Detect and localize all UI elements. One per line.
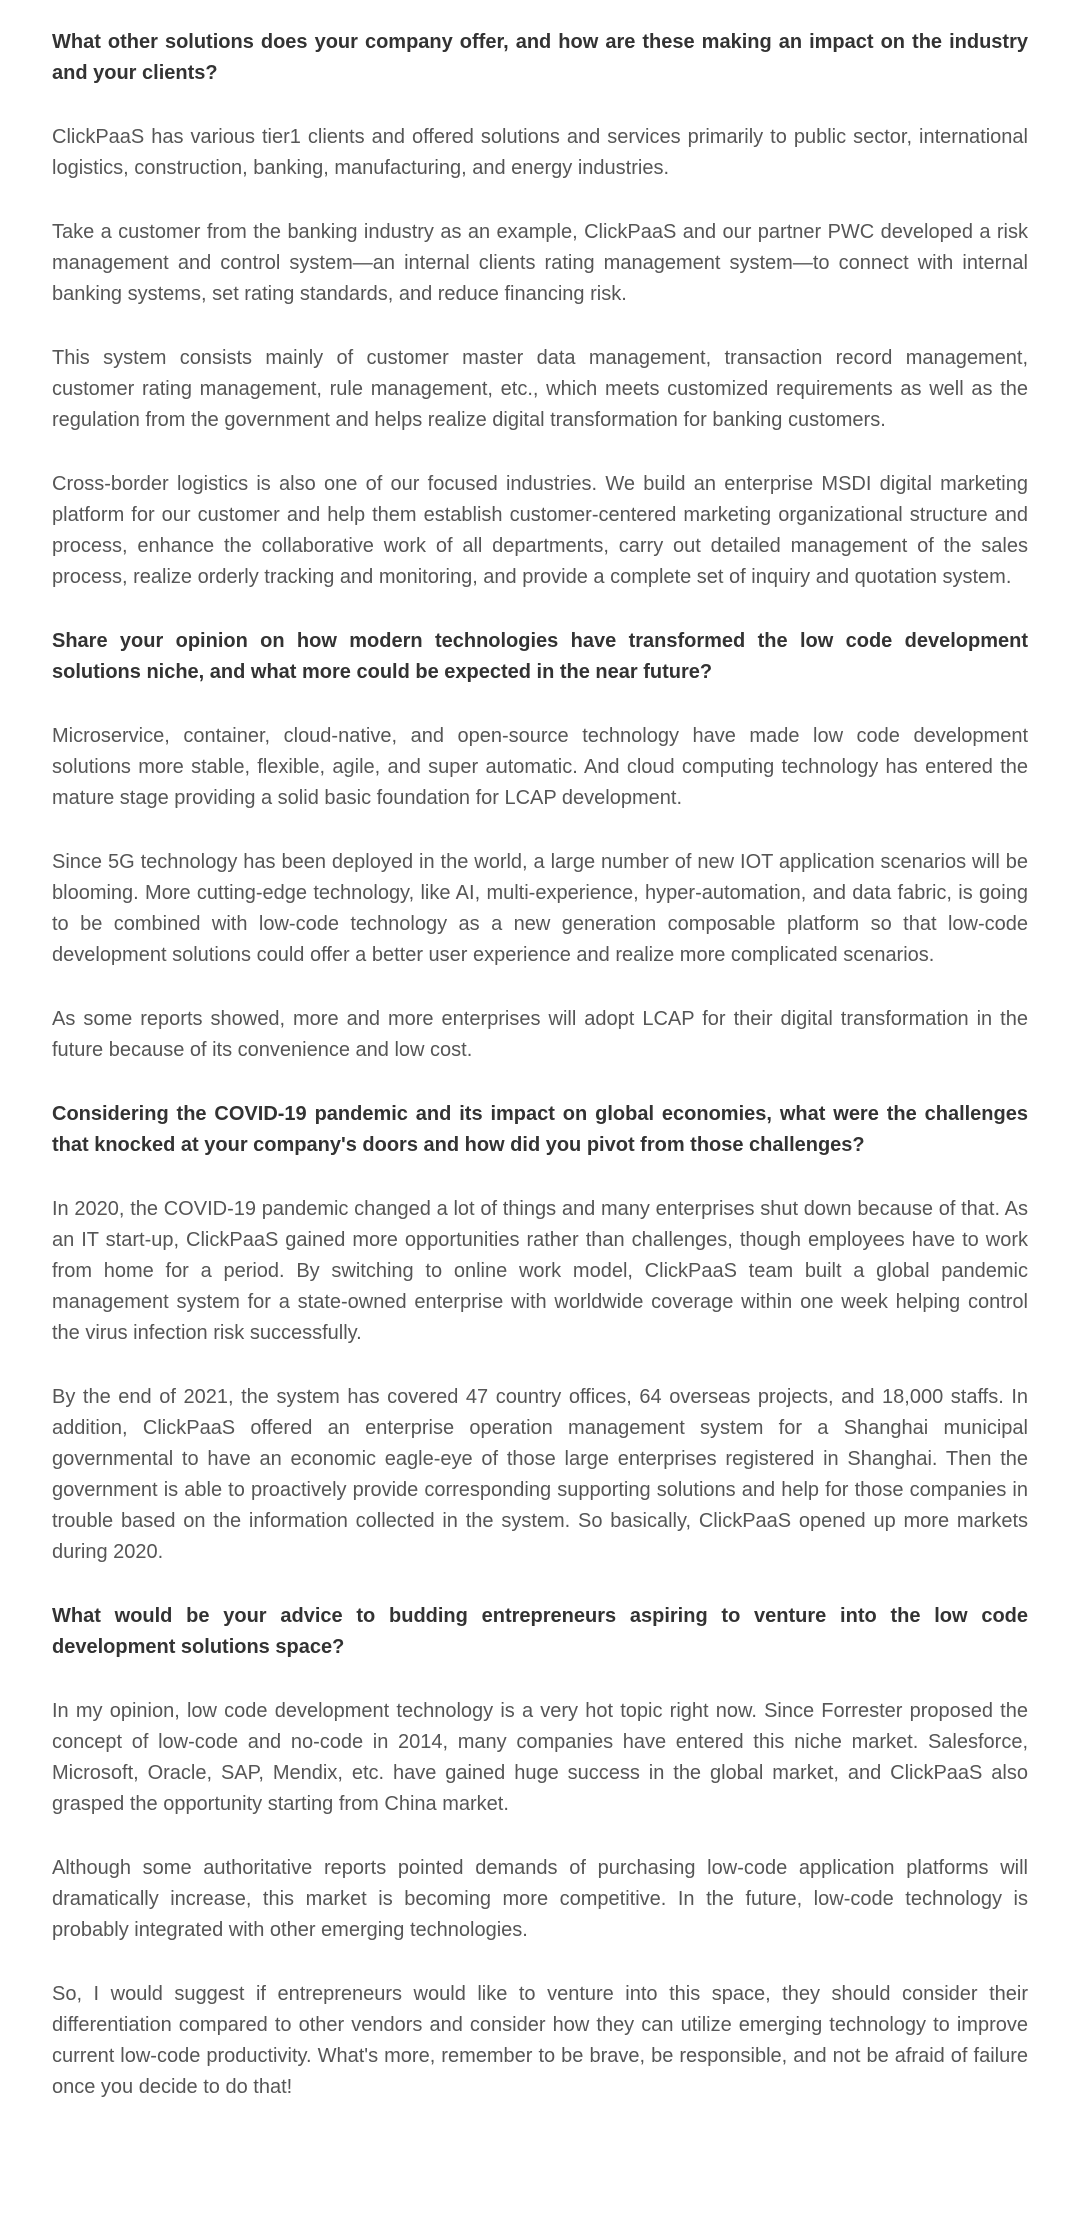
answer-paragraph: As some reports showed, more and more enterprises will adopt LCAP for their digital transformation in the future because of its convenience and low cost. — [52, 1008, 1028, 1061]
answer-paragraph: By the end of 2021, the system has covered 47 country offices, 64 overseas projects, and 18,000 staffs. In addition, ClickPaaS offered an enterprise operation management system for a Shanghai municipal governmental to have an economic eagle-eye of those large enterprises registered in Shanghai. Then the government is able to proactively provide corresponding supporting solutions and help for those companies in trouble based on the information collected in the system. So basically, ClickPaaS opened up more markets during 2020. — [52, 1386, 1028, 1563]
answer-paragraph: In my opinion, low code development technology is a very hot topic right now. Since Forrester proposed the concept of low-code and no-code in 2014, many companies have entered this niche market. Salesforce, Microsoft, Oracle, SAP, Mendix, etc. have gained huge success in the global market, and ClickPaaS also grasped the opportunity starting from China market. — [52, 1700, 1028, 1815]
question-heading: What other solutions does your company offer, and how are these making an impact on the industry and your clients? — [52, 31, 1028, 84]
question-heading: What would be your advice to budding entrepreneurs aspiring to venture into the low code development solutions space? — [52, 1605, 1028, 1658]
answer-paragraph: Microservice, container, cloud-native, and open-source technology have made low code development solutions more stable, flexible, agile, and super automatic. And cloud computing technology has entered the mature stage providing a solid basic foundation for LCAP development. — [52, 725, 1028, 809]
answer-paragraph: ClickPaaS has various tier1 clients and offered solutions and services primarily to public sector, international logistics, construction, banking, manufacturing, and energy industries. — [52, 126, 1028, 179]
answer-paragraph: Although some authoritative reports pointed demands of purchasing low-code application platforms will dramatically increase, this market is becoming more competitive. In the future, low-code technology is probably integrated with other emerging technologies. — [52, 1857, 1028, 1941]
question-heading: Share your opinion on how modern technologies have transformed the low code development solutions niche, and what more could be expected in the near future? — [52, 630, 1028, 683]
answer-paragraph: Cross-border logistics is also one of our focused industries. We build an enterprise MSDI digital marketing platform for our customer and help them establish customer-centered marketing organizational structure and process, enhance the collaborative work of all departments, carry out detailed management of the sales process, realize orderly tracking and monitoring, and provide a complete set of inquiry and quotation system. — [52, 473, 1028, 588]
question-heading: Considering the COVID-19 pandemic and its impact on global economies, what were the challenges that knocked at your company's doors and how did you pivot from those challenges? — [52, 1103, 1028, 1156]
answer-paragraph: Take a customer from the banking industry as an example, ClickPaaS and our partner PWC developed a risk management and control system—an internal clients rating management system—to connect with internal banking systems, set rating standards, and reduce financing risk. — [52, 221, 1028, 305]
answer-paragraph: Since 5G technology has been deployed in the world, a large number of new IOT application scenarios will be blooming. More cutting-edge technology, like AI, multi-experience, hyper-automation, and data fabric, is going to be combined with low-code technology as a new generation composable platform so that low-code development solutions could offer a better user experience and realize more complicated scenarios. — [52, 851, 1028, 966]
answer-paragraph: So, I would suggest if entrepreneurs would like to venture into this space, they should consider their differentiation compared to other vendors and consider how they can utilize emerging technology to improve current low-code productivity. What's more, remember to be brave, be responsible, and not be afraid of failure once you decide to do that! — [52, 1983, 1028, 2098]
answer-paragraph: This system consists mainly of customer master data management, transaction record management, customer rating management, rule management, etc., which meets customized requirements as well as the regulation from the government and helps realize digital transformation for banking customers. — [52, 347, 1028, 431]
answer-paragraph: In 2020, the COVID-19 pandemic changed a lot of things and many enterprises shut down because of that. As an IT start-up, ClickPaaS gained more opportunities rather than challenges, though employees have to work from home for a period. By switching to online work model, ClickPaaS team built a global pandemic management system for a state-owned enterprise with worldwide coverage within one week helping control the virus infection risk successfully. — [52, 1198, 1028, 1344]
